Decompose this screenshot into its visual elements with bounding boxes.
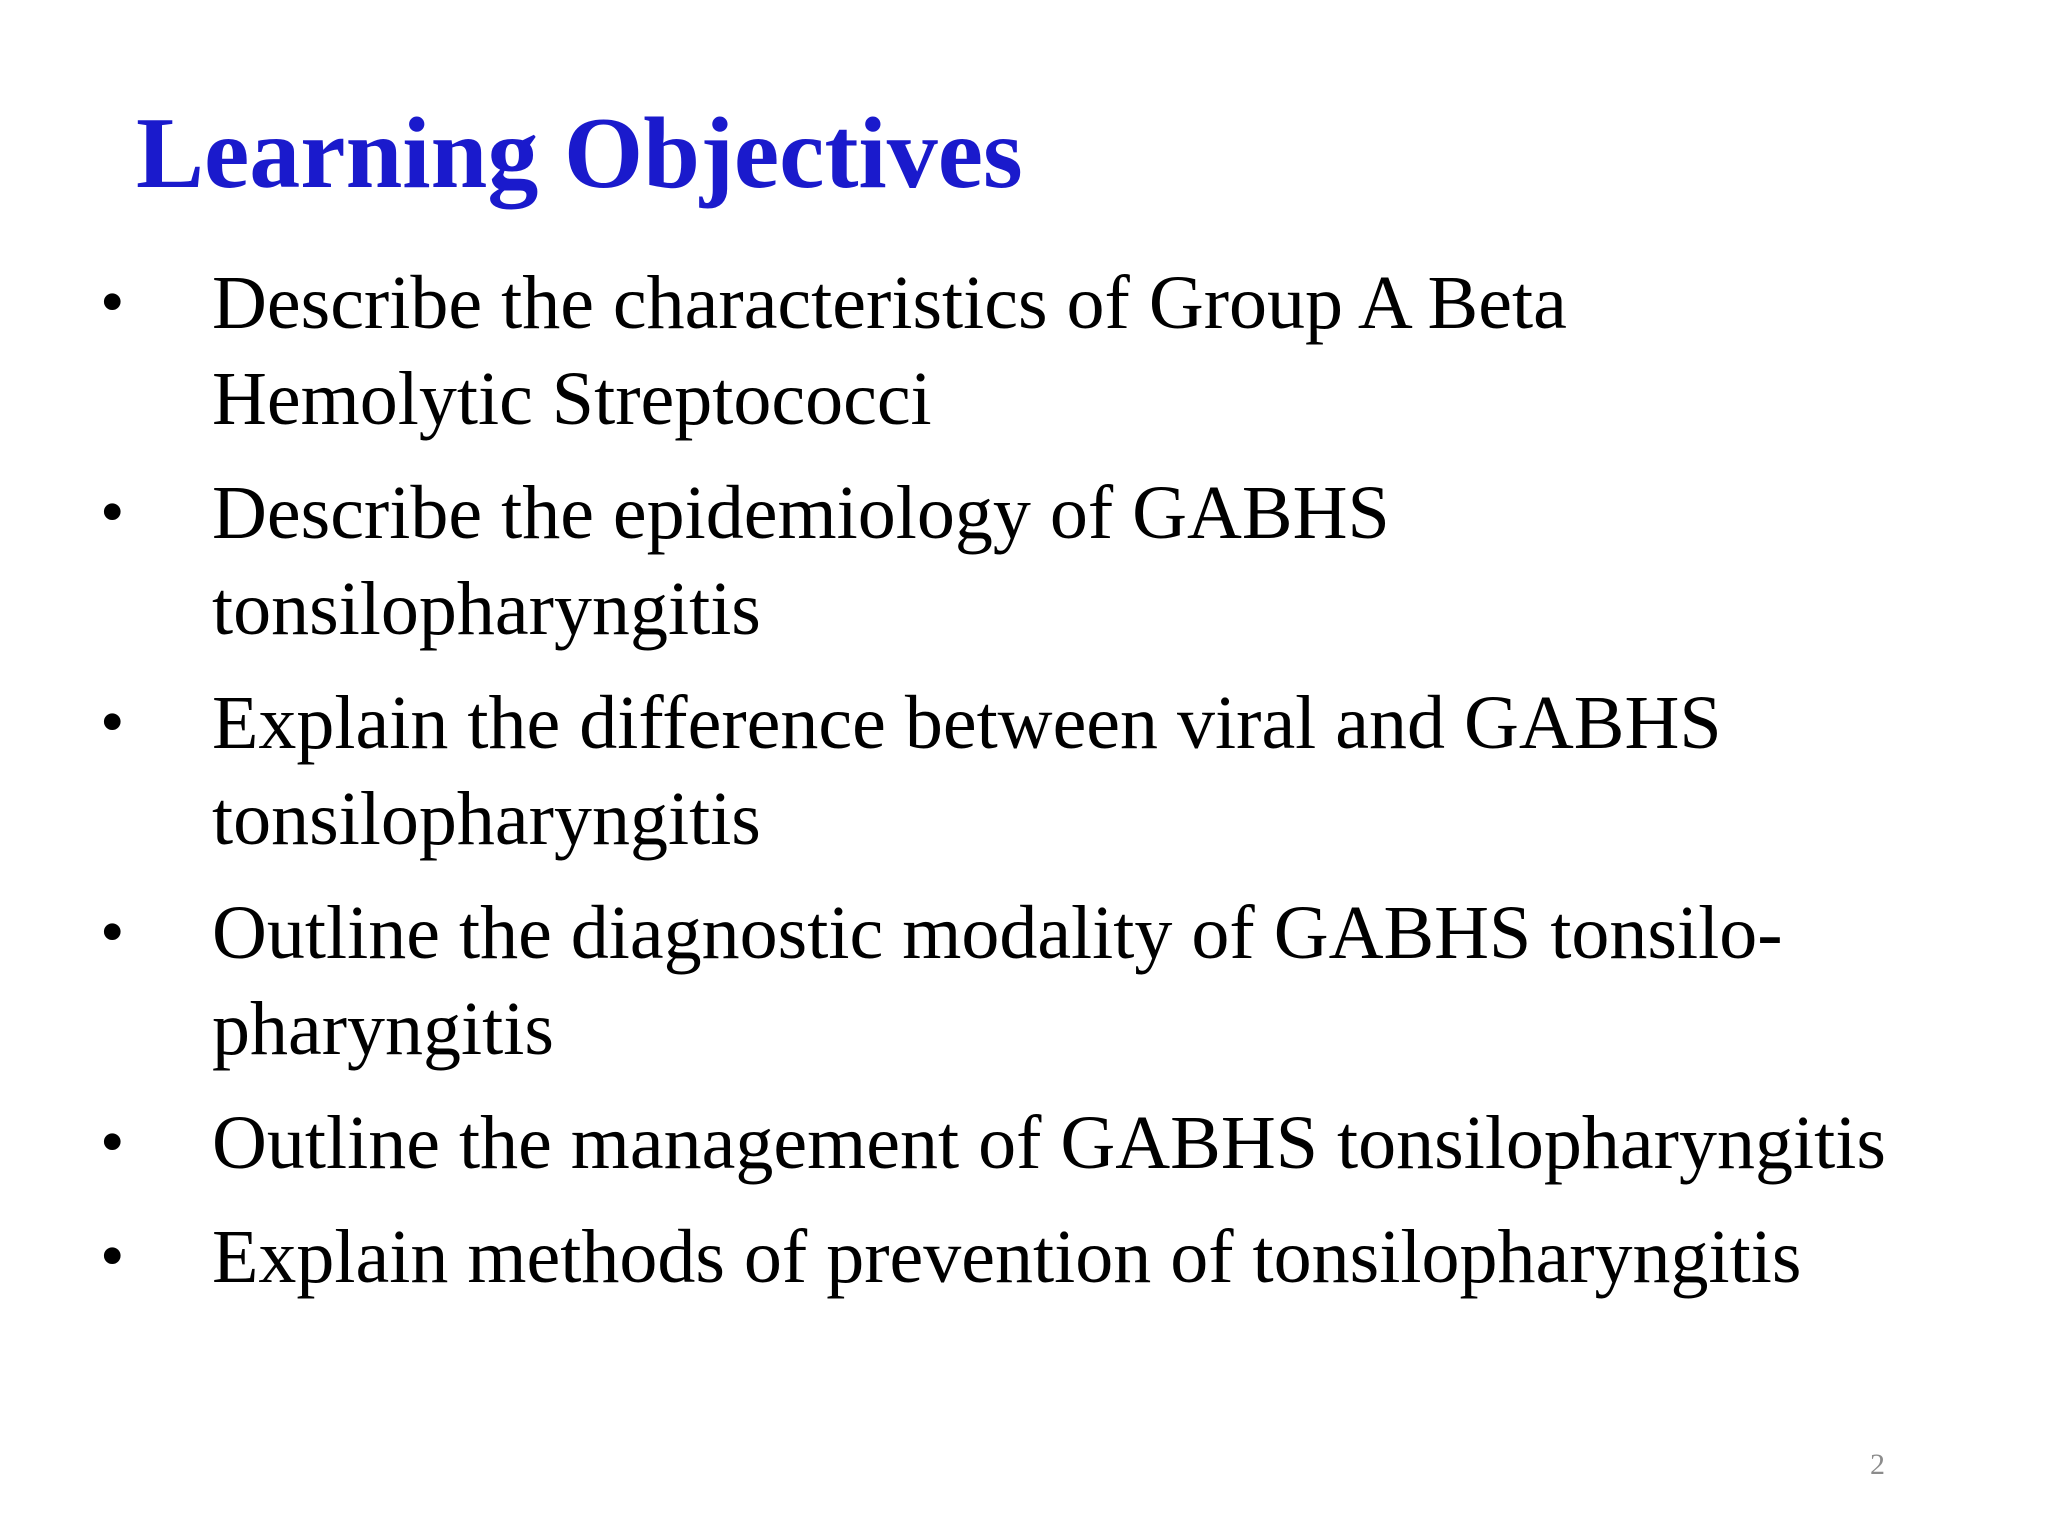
list-item (0, 885, 2048, 1077)
bullet-icon: • (100, 474, 125, 551)
list-item (0, 675, 2048, 867)
bullet-icon: • (100, 894, 125, 971)
list-item (0, 465, 2048, 657)
bullet-icon: • (100, 1104, 125, 1181)
objective-text: Describe the characteristics of Group A Beta Hemolytic Streptococci (212, 261, 1567, 441)
objective-text: Describe the epidemiology of GABHS tonsilopharyngitis (212, 471, 1390, 651)
objective-text: Explain methods of prevention of tonsilopharyngitis (212, 1215, 1802, 1299)
slide-number: 2 (1870, 1448, 1885, 1481)
slide-title: Learning Objectives (136, 97, 1023, 210)
bullet-icon: • (100, 1218, 125, 1295)
objective-text: Outline the management of GABHS tonsilopharyngitis (212, 1101, 1886, 1185)
bullet-icon: • (100, 684, 125, 761)
objective-text: Explain the difference between viral and GABHS tonsilopharyngitis (212, 681, 1722, 861)
list-item (0, 1209, 2048, 1305)
objectives-list (0, 255, 2048, 1323)
objective-text: Outline the diagnostic modality of GABHS tonsilo- pharyngitis (212, 891, 1783, 1071)
bullet-icon: • (100, 264, 125, 341)
list-item (0, 255, 2048, 447)
list-item (0, 1095, 2048, 1191)
